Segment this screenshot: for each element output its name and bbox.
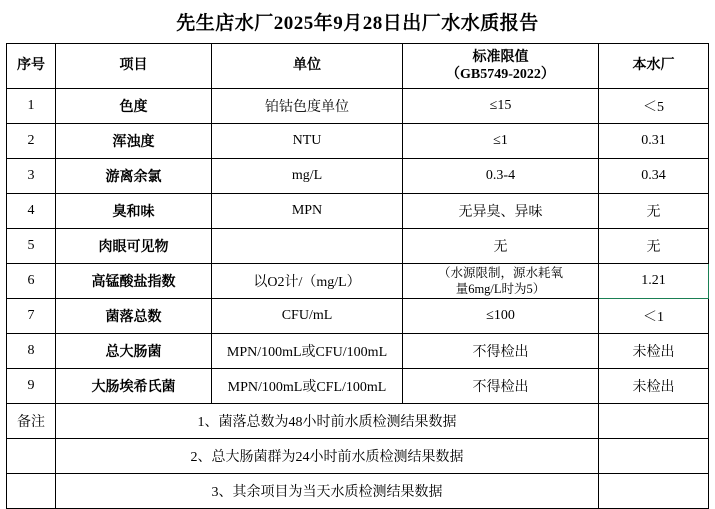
header-cell-plant: 本水厂 [599,44,709,89]
cell-standard-line1: （水源限制，源水耗氧 [437,265,563,280]
cell-value: 未检出 [599,369,709,404]
cell-standard: 不得检出 [403,334,599,369]
cell-unit: mg/L [212,159,403,194]
table-row [7,369,709,404]
header-cell-no: 序号 [7,44,56,89]
cell-item: 浑浊度 [56,124,212,159]
cell-unit: MPN [212,194,403,229]
cell-item: 臭和味 [56,194,212,229]
cell-standard: ≤1 [403,124,599,159]
table-body [7,89,709,509]
header-standard-line2: （GB5749-2022） [446,67,555,82]
cell-value: 未检出 [599,334,709,369]
notes-row [7,404,709,439]
cell-value: 0.34 [599,159,709,194]
table-row [7,89,709,124]
cell-standard: ≤100 [403,299,599,334]
cell-value: ＜5 [599,89,709,124]
notes-row [7,439,709,474]
cell-standard-line2: 量6mg/L时为5） [455,282,546,296]
cell-unit: 以O2计/（mg/L） [212,264,403,299]
table-row [7,229,709,264]
cell-unit [212,229,403,264]
table-row [7,124,709,159]
cell-value: 无 [599,229,709,264]
cell-standard: 无 [403,229,599,264]
table-row [7,194,709,229]
cell-item: 大肠埃希氏菌 [56,369,212,404]
header-cell-unit: 单位 [212,44,403,89]
notes-label: 备注 [7,404,56,439]
cell-standard: 0.3-4 [403,159,599,194]
cell-unit: NTU [212,124,403,159]
cell-no: 4 [7,194,56,229]
table-header-row [7,44,709,89]
cell-item: 总大肠菌 [56,334,212,369]
cell-no: 6 [7,264,56,299]
cell-item: 游离余氯 [56,159,212,194]
table-row [7,334,709,369]
water-quality-table [6,43,709,509]
cell-unit: MPN/100mL或CFL/100mL [212,369,403,404]
cell-value: 无 [599,194,709,229]
notes-blank-cell [599,439,709,474]
cell-standard: 无异臭、异味 [403,194,599,229]
notes-row [7,474,709,509]
cell-unit: 铂钴色度单位 [212,89,403,124]
cell-value-highlighted[interactable]: 1.21 [599,264,709,299]
notes-line: 2、总大肠菌群为24小时前水质检测结果数据 [56,439,599,474]
cell-standard [403,264,599,299]
notes-line: 1、菌落总数为48小时前水质检测结果数据 [56,404,599,439]
cell-standard: ≤15 [403,89,599,124]
cell-item: 高锰酸盐指数 [56,264,212,299]
header-standard-line1: 标准限值 [472,49,529,65]
cell-no: 7 [7,299,56,334]
cell-no: 9 [7,369,56,404]
cell-item: 肉眼可见物 [56,229,212,264]
notes-line: 3、其余项目为当天水质检测结果数据 [56,474,599,509]
cell-standard: 不得检出 [403,369,599,404]
table-row [7,264,709,299]
notes-label-empty [7,474,56,509]
table-row [7,299,709,334]
header-cell-standard [403,44,599,89]
cell-value: 0.31 [599,124,709,159]
notes-label-empty [7,439,56,474]
notes-blank-cell [599,404,709,439]
cell-no: 8 [7,334,56,369]
cell-unit: MPN/100mL或CFU/100mL [212,334,403,369]
cell-no: 1 [7,89,56,124]
cell-item: 色度 [56,89,212,124]
table-row [7,159,709,194]
notes-blank-cell [599,474,709,509]
table-header [7,44,709,89]
cell-value: ＜1 [599,299,709,334]
cell-no: 5 [7,229,56,264]
header-cell-item: 项目 [56,44,212,89]
cell-no: 3 [7,159,56,194]
cell-item: 菌落总数 [56,299,212,334]
page-title: 先生店水厂2025年9月28日出厂水水质报告 [176,13,539,34]
cell-unit: CFU/mL [212,299,403,334]
cell-no: 2 [7,124,56,159]
